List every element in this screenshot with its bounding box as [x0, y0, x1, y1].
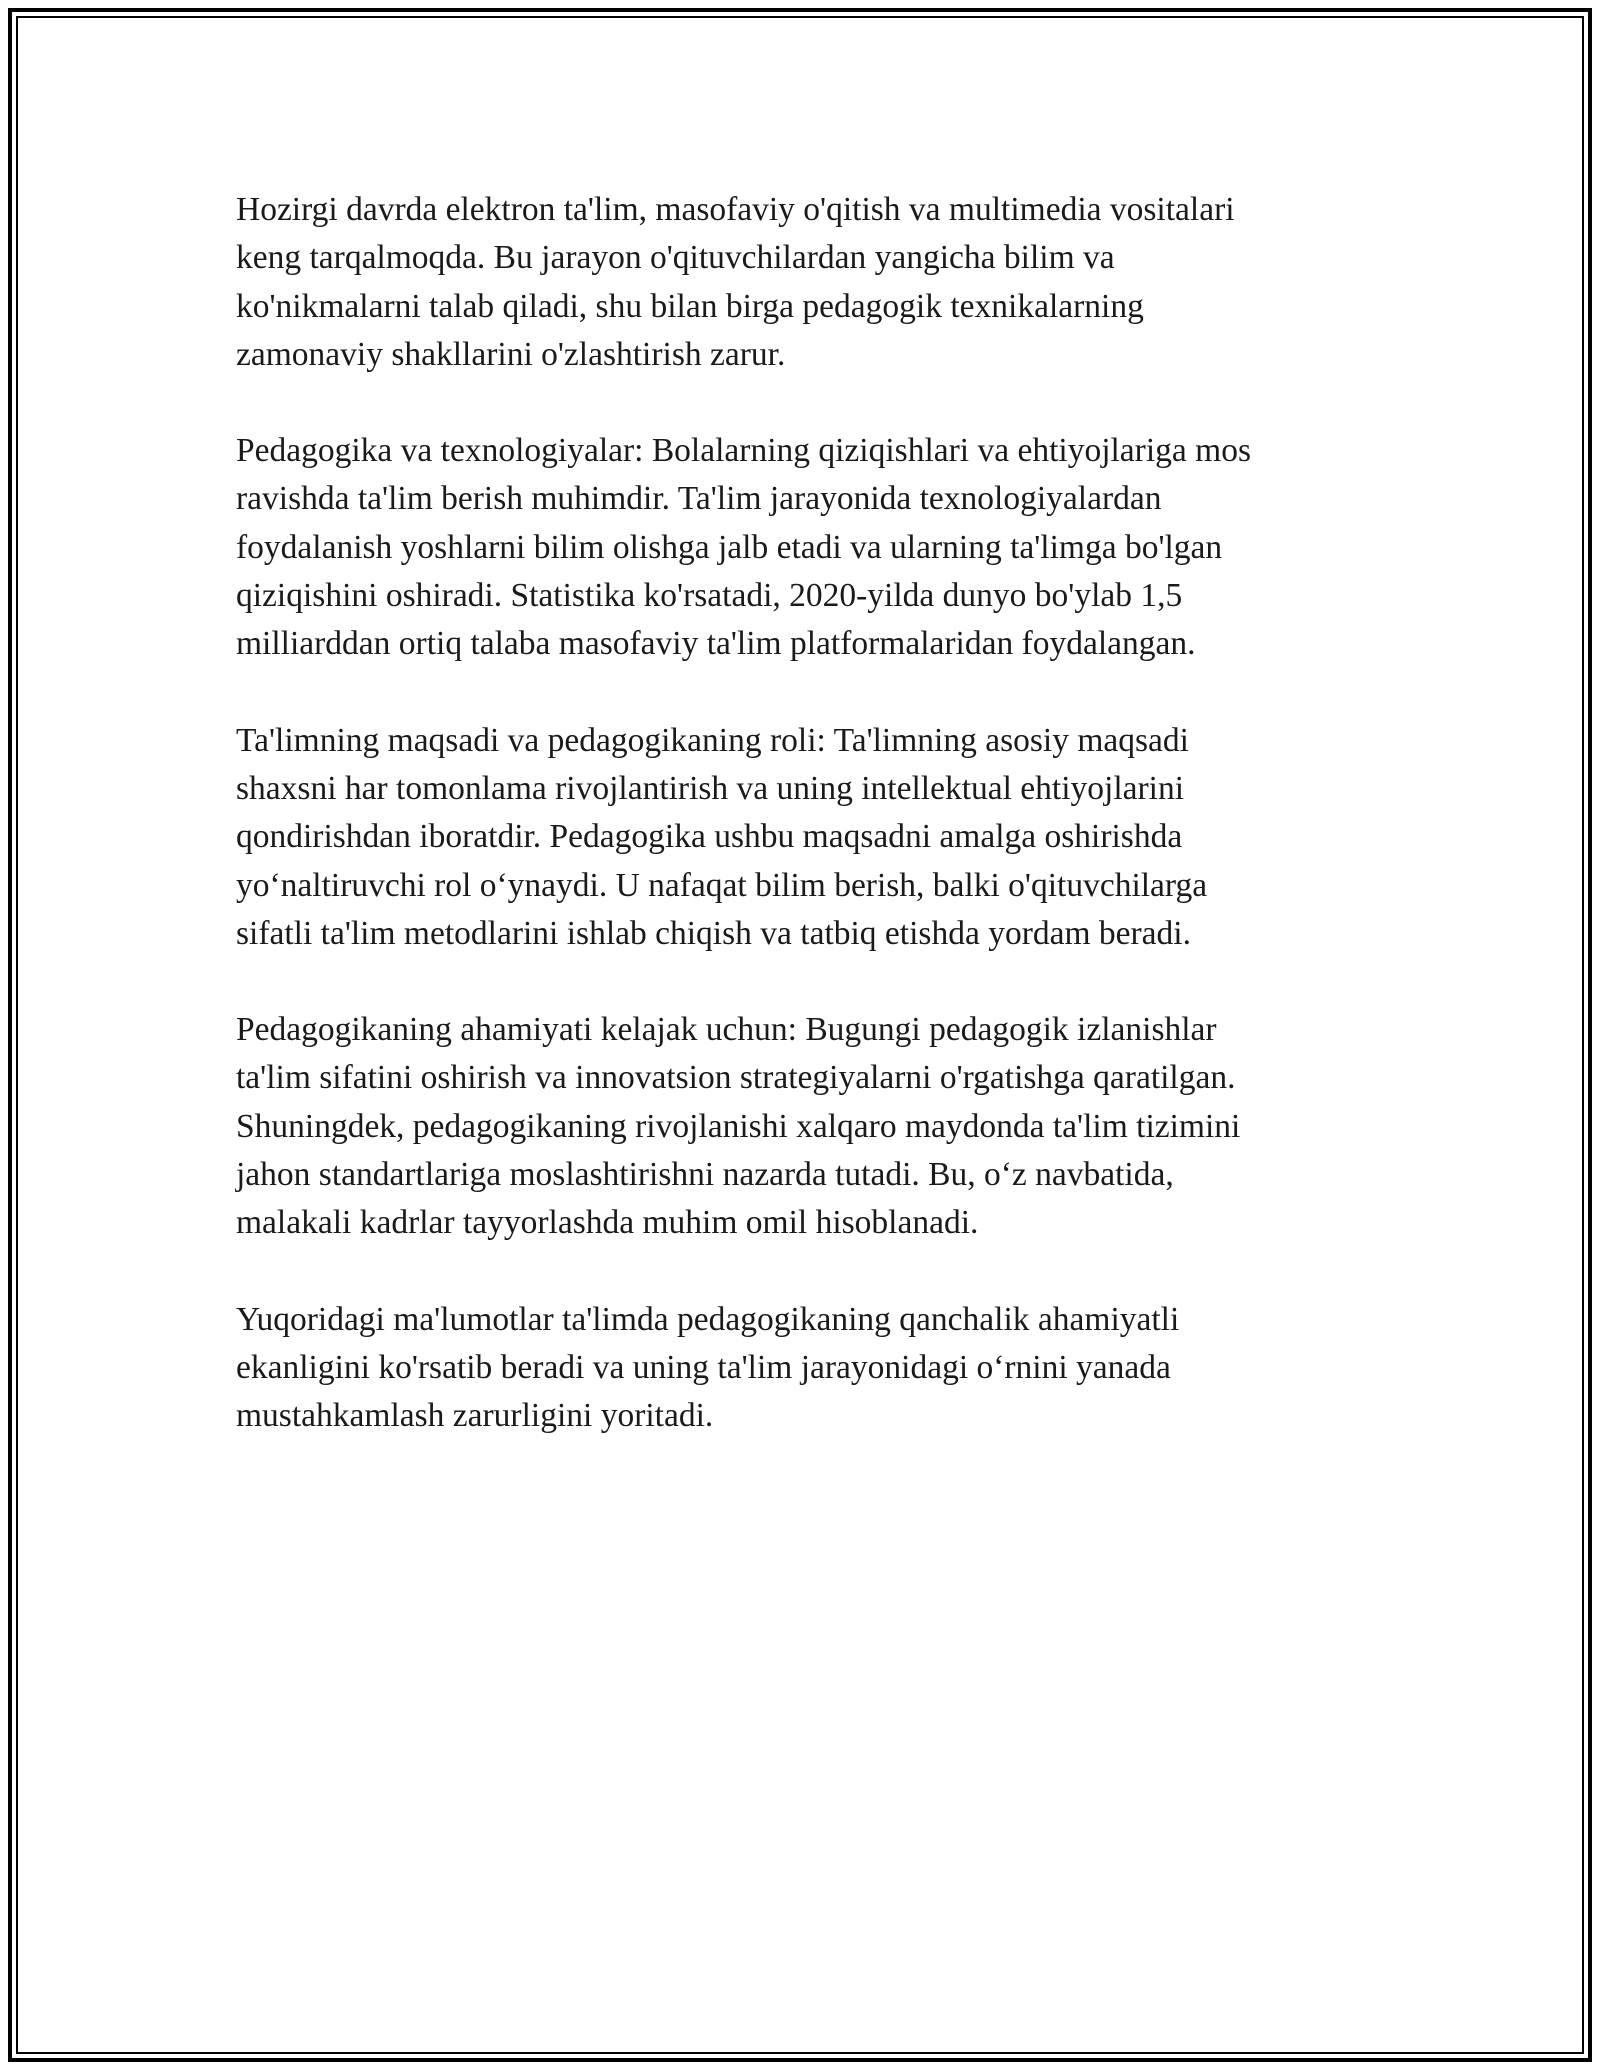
- text-line: Yuqoridagi ma'lumotlar ta'limda pedagogikaning qanchalik ahamiyatli: [236, 1300, 1180, 1338]
- text-line: shaxsni har tomonlama rivojlantirish va uning intellektual ehtiyojlarini: [236, 769, 1185, 807]
- text-line: jahon standartlariga moslashtirishni nazarda tutadi. Bu, o‘z navbatida,: [236, 1156, 1174, 1194]
- text-line: yo‘naltiruvchi rol o‘ynaydi. U nafaqat bilim berish, balki o'qituvchilarga: [236, 866, 1208, 904]
- text-line: Ta'limning maqsadi va pedagogikaning roli: Ta'limning asosiy maqsadi: [236, 721, 1189, 759]
- text-line: Pedagogika va texnologiyalar: Bolalarning qiziqishlari va ehtiyojlariga mos: [236, 432, 1251, 470]
- text-line: malakali kadrlar tayyorlashda muhim omil hisoblanadi.: [236, 1204, 979, 1242]
- text-line: zamonaviy shakllarini o'zlashtirish zarur.: [236, 335, 786, 373]
- text-line: sifatli ta'lim metodlarini ishlab chiqish va tatbiq etishda yordam beradi.: [236, 914, 1191, 952]
- text-line: ko'nikmalarni talab qiladi, shu bilan birga pedagogik texnikalarning: [236, 287, 1144, 325]
- text-line: ravishda ta'lim berish muhimdir. Ta'lim jarayonida texnologiyalardan: [236, 480, 1162, 518]
- text-line: Pedagogikaning ahamiyati kelajak uchun: Bugungi pedagogik izlanishlar: [236, 1011, 1217, 1049]
- paragraph-technology: [236, 427, 1366, 668]
- text-line: ta'lim sifatini oshirish va innovatsion strategiyalarni o'rgatishga qaratilgan.: [236, 1059, 1236, 1097]
- text-line: keng tarqalmoqda. Bu jarayon o'qituvchilardan yangicha bilim va: [236, 239, 1115, 277]
- text-line: qondirishdan iboratdir. Pedagogika ushbu maqsadni amalga oshirishda: [236, 818, 1183, 856]
- text-line: ekanligini ko'rsatib beradi va uning ta'lim jarayonidagi o‘rnini yanada: [236, 1348, 1171, 1386]
- text-line: Hozirgi davrda elektron ta'lim, masofaviy o'qitish va multimedia vositalari: [236, 191, 1235, 228]
- paragraph-future: [236, 1006, 1366, 1247]
- paragraph-goals: [236, 717, 1366, 958]
- text-line: Shuningdek, pedagogikaning rivojlanishi xalqaro maydonda ta'lim tizimini: [236, 1107, 1241, 1145]
- document-body: [236, 186, 1366, 1489]
- text-line: mustahkamlash zarurligini yoritadi.: [236, 1397, 714, 1435]
- paragraph-intro: [236, 186, 1366, 379]
- text-line: qiziqishini oshiradi. Statistika ko'rsatadi, 2020-yilda dunyo bo'ylab 1,5: [236, 577, 1183, 615]
- text-line: milliarddan ortiq talaba masofaviy ta'lim platformalaridan foydalangan.: [236, 625, 1196, 663]
- paragraph-conclusion: [236, 1296, 1366, 1441]
- text-line: foydalanish yoshlarni bilim olishga jalb etadi va ularning ta'limga bo'lgan: [236, 528, 1223, 566]
